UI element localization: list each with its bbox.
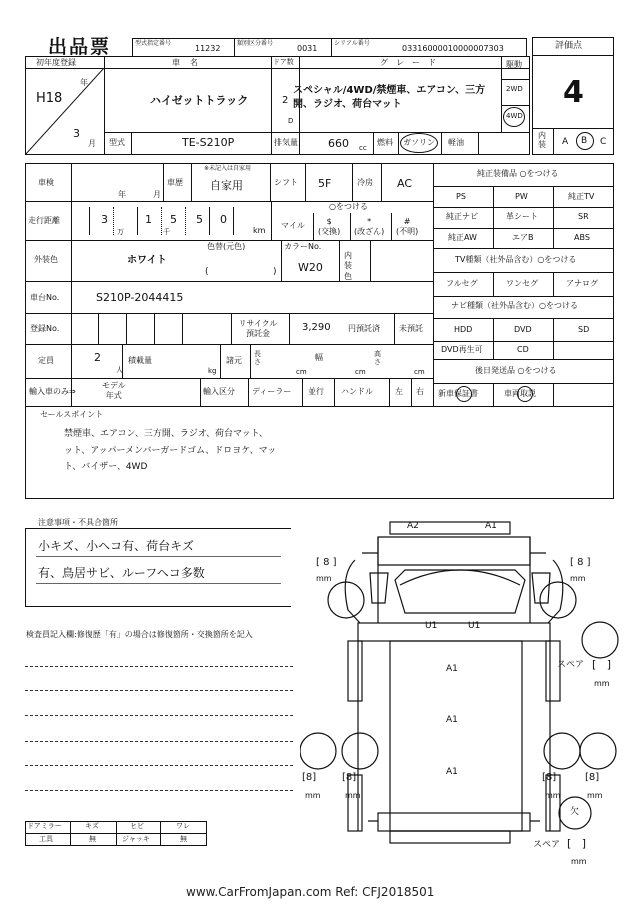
sale-point-2: ット、アッパーメンバーガードゴム、ドロヨケ、マッ [64, 446, 277, 456]
color-change-label: 色替(元色) [207, 242, 246, 251]
navi-hdd: HDD [454, 325, 473, 334]
era: H18 [36, 91, 63, 106]
tv-fullseg: フルセグ [446, 279, 478, 288]
month-unit: 月 [88, 139, 96, 148]
tv-analog: アナログ [566, 279, 598, 288]
inspector-label: 検査員記入欄:修復歴「有」の場合は修復箇所・交換箇所を記入 [26, 630, 253, 639]
tread-front-right-value: 8 [577, 557, 584, 568]
recycle-no: 未預託 [399, 324, 423, 333]
mileage-digit-4: 5 [196, 213, 203, 226]
diagram-u1-right: U1 [468, 621, 481, 631]
legend-tools-value: 無 [89, 835, 96, 843]
equip-sr: SR [578, 212, 589, 221]
mileage-sen: 千 [163, 228, 170, 236]
load-label: 積載量 [128, 356, 152, 365]
footer-watermark: www.CarFromJapan.com Ref: CFJ2018501 [186, 885, 435, 899]
missing-mark: 欠 [570, 807, 580, 817]
diagram-a1-2: A1 [446, 715, 458, 725]
equip-ps: PS [456, 192, 466, 201]
spare-unit-2: mm [571, 857, 587, 866]
tread-front-left-value: 8 [323, 557, 330, 568]
model-code-label: 型式指定番号 [135, 40, 172, 47]
later-title: 後日発送品 ○をつける [475, 366, 557, 375]
first-reg-label: 初年度登録 [36, 58, 76, 67]
type-label: 型式 [109, 138, 125, 147]
navi-dvd: DVD [514, 325, 532, 334]
score-value: 4 [563, 75, 584, 110]
tread-rear-left-2-unit: mm [345, 791, 361, 800]
altered-option: * (改ざん) [354, 217, 385, 236]
interior-c: C [600, 137, 607, 147]
diagram-a1-3: A1 [446, 767, 458, 777]
manual-circle [517, 386, 533, 402]
model-code: 11232 [195, 44, 221, 53]
inspection-year-unit: 年 [118, 190, 126, 199]
legend-jack: ジャッキ [122, 835, 150, 843]
import-category: 輸入区分 [203, 387, 235, 396]
model-year-label: モデル 年式 [102, 381, 126, 400]
sale-point-1: 禁煙車、エアコン、三方開、ラジオ、荷台マット、 [64, 429, 268, 439]
tread-rear-left-1-value: 8 [305, 772, 313, 783]
exchange-option: $ (交換) [318, 217, 341, 236]
equip-leather: 革シート [506, 212, 538, 221]
tread-rear-right-1-unit: mm [545, 791, 561, 800]
tv-title: TV種類（社外品含む）○をつける [455, 255, 577, 264]
type-value: TE-S210P [182, 136, 235, 149]
interior-label: 内装 [538, 131, 546, 149]
grade-label: グレード [380, 58, 444, 67]
color-value: ホワイト [127, 255, 167, 266]
recycle-label: リサイクル預託金 [238, 319, 278, 339]
category-label: 類別区分番号 [237, 40, 274, 47]
tread-front-left-unit: mm [316, 574, 332, 583]
fuel-light: 軽油 [448, 138, 464, 147]
handle-label: ハンドル [341, 387, 373, 396]
body-label: 車歴 [167, 178, 183, 187]
score-label: 評価点 [555, 41, 583, 51]
equip-airbag: エアB [512, 233, 534, 242]
dealer-option: ディーラー [252, 387, 292, 396]
diagram-a1-1: A1 [446, 664, 458, 674]
equip-pw: PW [515, 192, 528, 201]
spare-bracket-2: [ ] [567, 837, 587, 850]
legend-break: ワレ [176, 822, 190, 830]
equip-aw: 純正AW [448, 233, 477, 242]
door-value: 2 [282, 95, 289, 106]
length-unit: cm [296, 368, 307, 376]
body-note: ※未記入は自家用 [204, 165, 252, 172]
door-d: D [288, 117, 294, 125]
diagram-a2: A2 [407, 521, 419, 531]
tread-front-left: [ 8 ] [316, 557, 337, 568]
tread-rear-left-2-value: 8 [345, 772, 353, 783]
inspection-label: 車検 [38, 178, 54, 187]
color-paren: ( [205, 267, 209, 277]
tread-rear-left-1-unit: mm [305, 791, 321, 800]
length-label: 長さ [254, 350, 261, 367]
notes-line-2: 有、鳥居サビ、ルーフヘコ多数 [38, 566, 205, 580]
legend-scratch: キズ [85, 822, 99, 830]
disp-unit: cc [359, 144, 367, 152]
mile-option: マイル [281, 221, 305, 230]
drive-2wd: 2WD [506, 85, 523, 93]
page-title: 出品票 [48, 36, 112, 58]
shift-label: シフト [274, 178, 298, 187]
capacity-unit: 人 [116, 366, 123, 374]
width-unit: cm [355, 368, 366, 376]
mileage-digit-5: 0 [220, 213, 227, 226]
chassis-label: 車台No. [30, 293, 60, 302]
later-warranty: 新車保証書 [438, 389, 478, 398]
mileage-man: 万 [117, 228, 124, 236]
category: 0031 [297, 44, 318, 53]
disp-value: 660 [328, 137, 349, 150]
interior-a: A [562, 137, 569, 147]
import-label: 輸入車のみ⇒ [29, 387, 76, 396]
serial: 03316000010000007303 [402, 44, 504, 53]
ac-value: AC [397, 177, 413, 190]
shift-value: 5F [318, 177, 332, 190]
mileage-label: 走行距離 [28, 216, 60, 225]
fuel-gas: ガソリン [403, 138, 435, 147]
ext-color-label: 外装色 [34, 255, 58, 264]
drive-label: 駆動 [506, 60, 522, 69]
sale-point-label: セールスポイント [40, 410, 104, 419]
mileage-km: km [253, 226, 266, 235]
warranty-circle [456, 386, 472, 402]
equip-navi: 純正ナビ [446, 212, 478, 221]
left-option: 左 [395, 387, 403, 396]
month: 3 [73, 127, 80, 140]
legend-jack-value: 無 [180, 835, 187, 843]
recycle-value: 3,290 [302, 322, 331, 333]
drive-4wd: 4WD [506, 112, 523, 120]
body-value: 自家用 [210, 179, 243, 192]
equip-tv: 純正TV [568, 192, 595, 201]
legend-mirror: ドアミラー [27, 822, 62, 830]
mileage-digit-3: 5 [170, 213, 177, 226]
mileage-digit-1: 3 [101, 213, 108, 226]
disp-label: 排気量 [274, 138, 298, 147]
color-no: W20 [298, 261, 323, 274]
tread-front-right: [ 8 ] [570, 557, 591, 568]
notes-title: 注意事項・不具合箇所 [38, 518, 118, 527]
spare-label-1: スペア [557, 660, 585, 670]
inspection-month-unit: 月 [153, 190, 161, 199]
tread-rear-left-1: [8] [302, 772, 317, 783]
grade-value: スペシャル/4WD/禁煙車、エアコン、三方開、ラジオ、荷台マット [293, 85, 486, 110]
cd: CD [517, 345, 529, 354]
spare-unit-1: mm [594, 679, 610, 688]
equip-abs: ABS [574, 233, 590, 242]
dim-label: 諸元 [226, 356, 242, 365]
circle-note: ○をつける [329, 202, 368, 211]
navi-title: ナビ種類（社外品含む）○をつける [451, 301, 578, 310]
door-label: ドア数 [273, 58, 294, 66]
int-color-label: 内装色 [344, 251, 352, 281]
tread-rear-right-2-unit: mm [587, 791, 603, 800]
tread-front-right-unit: mm [570, 574, 586, 583]
capacity-label: 定員 [38, 356, 54, 365]
diagram-u1-left: U1 [425, 621, 438, 631]
interior-b: B [581, 136, 588, 146]
year-unit: 年 [80, 78, 88, 87]
car-name: ハイゼットトラック [150, 94, 249, 107]
tread-rear-right-1: [8] [542, 772, 557, 783]
dvd-playback: DVD再生可 [441, 345, 483, 354]
tread-rear-right-1-value: 8 [545, 772, 553, 783]
parallel-option: 並行 [308, 387, 324, 396]
color-paren-close: ) [273, 267, 277, 277]
tread-rear-right-2: [8] [585, 772, 600, 783]
serial-label: シリアル番号 [334, 40, 370, 47]
capacity-value: 2 [94, 351, 101, 364]
equip-title: 純正装備品 ○をつける [477, 169, 559, 178]
legend-tools: 工具 [39, 835, 53, 843]
spare-bracket-1: [ ] [592, 658, 612, 671]
width-label: 幅 [315, 353, 323, 362]
later-manual: 車両取説 [504, 389, 536, 398]
sale-point-3: ト、バイザー、4WD [64, 462, 148, 472]
navi-sd: SD [578, 325, 590, 334]
spare-label-2: スペア [533, 840, 561, 850]
legend-crack: ヒビ [130, 822, 144, 830]
diagram-a1-top: A1 [485, 521, 497, 531]
ac-label: 冷房 [357, 178, 373, 187]
plate-label: 登録No. [30, 324, 60, 333]
recycle-unit: 円預託済 [348, 324, 380, 333]
fuel-label: 燃料 [377, 138, 393, 147]
notes-line-1: 小キズ、小ヘコ有、荷台キズ [38, 539, 194, 553]
tread-rear-right-2-value: 8 [588, 772, 596, 783]
chassis-value: S210P-2044415 [96, 291, 184, 304]
tread-rear-left-2: [8] [342, 772, 357, 783]
tv-oneseg: ワンセグ [506, 279, 538, 288]
color-no-label: カラーNo. [284, 242, 322, 251]
unknown-option: # (不明) [396, 217, 419, 236]
load-unit: kg [208, 367, 217, 375]
right-option: 右 [416, 387, 424, 396]
car-name-label: 車名 [172, 58, 208, 67]
mileage-digit-2: 1 [145, 213, 152, 226]
height-label: 高さ [374, 350, 381, 367]
height-unit: cm [414, 368, 425, 376]
